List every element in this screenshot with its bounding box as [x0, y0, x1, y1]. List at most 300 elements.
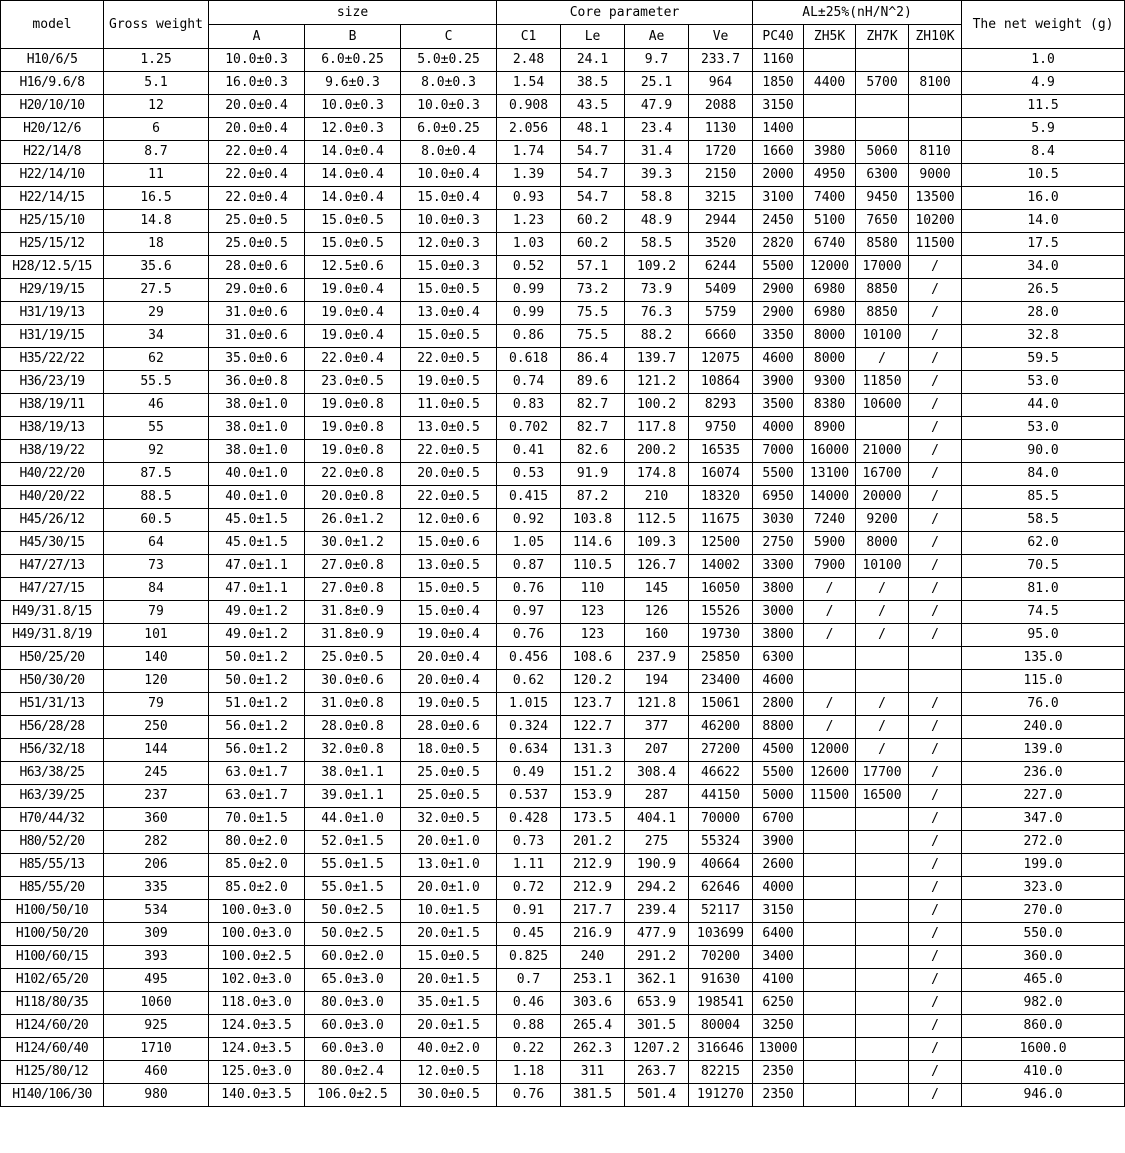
- cell-ae: 308.4: [625, 762, 689, 785]
- cell-size-a: 10.0±0.3: [209, 49, 305, 72]
- cell-c1: 0.702: [497, 417, 561, 440]
- cell-model: H50/30/20: [1, 670, 104, 693]
- cell-ve: 11675: [689, 509, 753, 532]
- cell-size-c: 20.0±1.5: [401, 923, 497, 946]
- cell-gross-weight: 140: [104, 647, 209, 670]
- cell-le: 201.2: [561, 831, 625, 854]
- cell-c1: 0.908: [497, 95, 561, 118]
- cell-size-a: 45.0±1.5: [209, 532, 305, 555]
- cell-zh5k: 12600: [804, 762, 856, 785]
- cell-size-b: 28.0±0.8: [305, 716, 401, 739]
- cell-zh5k: 8380: [804, 394, 856, 417]
- cell-model: H22/14/15: [1, 187, 104, 210]
- cell-ae: 48.9: [625, 210, 689, 233]
- cell-net-weight: 236.0: [962, 762, 1125, 785]
- cell-ve: 55324: [689, 831, 753, 854]
- cell-size-b: 14.0±0.4: [305, 164, 401, 187]
- cell-ve: 62646: [689, 877, 753, 900]
- cell-size-a: 125.0±3.0: [209, 1061, 305, 1084]
- cell-ae: 275: [625, 831, 689, 854]
- table-row: [1, 72, 1125, 95]
- cell-ae: 100.2: [625, 394, 689, 417]
- cell-zh10k: /: [909, 532, 962, 555]
- cell-zh10k: /: [909, 302, 962, 325]
- cell-zh5k: [804, 1038, 856, 1061]
- cell-model: H38/19/13: [1, 417, 104, 440]
- header-pc40: PC40: [753, 25, 804, 49]
- cell-ve: 1720: [689, 141, 753, 164]
- cell-pc40: 3150: [753, 95, 804, 118]
- cell-zh5k: 12000: [804, 256, 856, 279]
- cell-gross-weight: 101: [104, 624, 209, 647]
- cell-gross-weight: 34: [104, 325, 209, 348]
- cell-c1: 0.74: [497, 371, 561, 394]
- cell-zh10k: /: [909, 762, 962, 785]
- table-row: [1, 371, 1125, 394]
- cell-le: 212.9: [561, 877, 625, 900]
- cell-pc40: 8800: [753, 716, 804, 739]
- cell-c1: 0.76: [497, 1084, 561, 1107]
- cell-size-b: 55.0±1.5: [305, 877, 401, 900]
- cell-ve: 15061: [689, 693, 753, 716]
- cell-size-c: 25.0±0.5: [401, 762, 497, 785]
- cell-net-weight: 59.5: [962, 348, 1125, 371]
- cell-zh7k: [856, 831, 909, 854]
- cell-zh5k: 5100: [804, 210, 856, 233]
- cell-ae: 160: [625, 624, 689, 647]
- cell-zh10k: /: [909, 578, 962, 601]
- cell-zh5k: 6980: [804, 302, 856, 325]
- cell-net-weight: 1.0: [962, 49, 1125, 72]
- cell-zh7k: /: [856, 578, 909, 601]
- cell-size-c: 25.0±0.5: [401, 785, 497, 808]
- header-b: B: [305, 25, 401, 49]
- cell-zh5k: /: [804, 624, 856, 647]
- cell-size-c: 15.0±0.5: [401, 578, 497, 601]
- cell-pc40: 1400: [753, 118, 804, 141]
- cell-ae: 47.9: [625, 95, 689, 118]
- cell-size-c: 15.0±0.3: [401, 256, 497, 279]
- cell-model: H124/60/20: [1, 1015, 104, 1038]
- cell-zh5k: [804, 1084, 856, 1107]
- cell-zh5k: /: [804, 578, 856, 601]
- cell-zh10k: /: [909, 463, 962, 486]
- cell-size-c: 18.0±0.5: [401, 739, 497, 762]
- cell-ae: 287: [625, 785, 689, 808]
- cell-size-a: 22.0±0.4: [209, 187, 305, 210]
- cell-ae: 121.2: [625, 371, 689, 394]
- cell-zh5k: 6980: [804, 279, 856, 302]
- cell-ae: 501.4: [625, 1084, 689, 1107]
- cell-zh5k: [804, 900, 856, 923]
- cell-size-a: 35.0±0.6: [209, 348, 305, 371]
- table-row: [1, 555, 1125, 578]
- cell-zh7k: [856, 992, 909, 1015]
- cell-le: 131.3: [561, 739, 625, 762]
- table-row: [1, 647, 1125, 670]
- cell-ve: 233.7: [689, 49, 753, 72]
- table-row: [1, 578, 1125, 601]
- table-row: [1, 900, 1125, 923]
- cell-le: 381.5: [561, 1084, 625, 1107]
- cell-ae: 239.4: [625, 900, 689, 923]
- cell-pc40: 4600: [753, 348, 804, 371]
- cell-ve: 46622: [689, 762, 753, 785]
- cell-size-a: 31.0±0.6: [209, 325, 305, 348]
- cell-size-a: 100.0±2.5: [209, 946, 305, 969]
- cell-model: H38/19/22: [1, 440, 104, 463]
- cell-ae: 145: [625, 578, 689, 601]
- cell-net-weight: 4.9: [962, 72, 1125, 95]
- cell-size-a: 100.0±3.0: [209, 923, 305, 946]
- cell-c1: 1.39: [497, 164, 561, 187]
- cell-gross-weight: 35.6: [104, 256, 209, 279]
- cell-net-weight: 272.0: [962, 831, 1125, 854]
- cell-le: 43.5: [561, 95, 625, 118]
- cell-c1: 1.11: [497, 854, 561, 877]
- cell-zh7k: [856, 49, 909, 72]
- cell-ve: 23400: [689, 670, 753, 693]
- cell-gross-weight: 79: [104, 693, 209, 716]
- cell-zh10k: 8110: [909, 141, 962, 164]
- cell-le: 262.3: [561, 1038, 625, 1061]
- cell-net-weight: 982.0: [962, 992, 1125, 1015]
- cell-size-b: 60.0±3.0: [305, 1015, 401, 1038]
- cell-model: H28/12.5/15: [1, 256, 104, 279]
- cell-size-a: 20.0±0.4: [209, 95, 305, 118]
- cell-ve: 19730: [689, 624, 753, 647]
- cell-net-weight: 26.5: [962, 279, 1125, 302]
- cell-net-weight: 84.0: [962, 463, 1125, 486]
- cell-zh5k: /: [804, 716, 856, 739]
- cell-gross-weight: 62: [104, 348, 209, 371]
- cell-size-b: 50.0±2.5: [305, 923, 401, 946]
- table-row: [1, 486, 1125, 509]
- cell-ae: 88.2: [625, 325, 689, 348]
- table-row: [1, 325, 1125, 348]
- cell-zh5k: 16000: [804, 440, 856, 463]
- table-row: [1, 118, 1125, 141]
- cell-ae: 653.9: [625, 992, 689, 1015]
- cell-size-c: 22.0±0.5: [401, 440, 497, 463]
- cell-model: H29/19/15: [1, 279, 104, 302]
- cell-size-c: 15.0±0.5: [401, 279, 497, 302]
- cell-model: H140/106/30: [1, 1084, 104, 1107]
- cell-gross-weight: 27.5: [104, 279, 209, 302]
- cell-ve: 316646: [689, 1038, 753, 1061]
- cell-zh10k: /: [909, 716, 962, 739]
- cell-size-c: 20.0±1.0: [401, 877, 497, 900]
- cell-zh5k: 5900: [804, 532, 856, 555]
- cell-size-c: 12.0±0.3: [401, 233, 497, 256]
- cell-size-b: 30.0±1.2: [305, 532, 401, 555]
- cell-zh10k: [909, 95, 962, 118]
- cell-pc40: 6400: [753, 923, 804, 946]
- cell-zh5k: [804, 923, 856, 946]
- cell-zh5k: [804, 969, 856, 992]
- cell-ve: 2944: [689, 210, 753, 233]
- cell-size-c: 6.0±0.25: [401, 118, 497, 141]
- table-row: [1, 233, 1125, 256]
- cell-size-a: 85.0±2.0: [209, 877, 305, 900]
- header-zh7k: ZH7K: [856, 25, 909, 49]
- cell-zh7k: 16700: [856, 463, 909, 486]
- cell-zh5k: 4950: [804, 164, 856, 187]
- cell-size-c: 12.0±0.6: [401, 509, 497, 532]
- cell-size-a: 63.0±1.7: [209, 762, 305, 785]
- cell-ae: 263.7: [625, 1061, 689, 1084]
- cell-size-b: 30.0±0.6: [305, 670, 401, 693]
- cell-zh10k: [909, 118, 962, 141]
- table-row: [1, 601, 1125, 624]
- cell-net-weight: 5.9: [962, 118, 1125, 141]
- cell-le: 114.6: [561, 532, 625, 555]
- cell-zh7k: 10100: [856, 555, 909, 578]
- table-row: [1, 509, 1125, 532]
- cell-ve: 3215: [689, 187, 753, 210]
- cell-ae: 291.2: [625, 946, 689, 969]
- cell-size-a: 56.0±1.2: [209, 716, 305, 739]
- cell-ve: 103699: [689, 923, 753, 946]
- table-row: [1, 785, 1125, 808]
- cell-le: 91.9: [561, 463, 625, 486]
- cell-size-b: 23.0±0.5: [305, 371, 401, 394]
- cell-net-weight: 8.4: [962, 141, 1125, 164]
- cell-size-c: 15.0±0.4: [401, 187, 497, 210]
- cell-c1: 0.88: [497, 1015, 561, 1038]
- cell-zh10k: /: [909, 831, 962, 854]
- cell-size-c: 30.0±0.5: [401, 1084, 497, 1107]
- cell-size-c: 20.0±1.5: [401, 1015, 497, 1038]
- cell-c1: 0.456: [497, 647, 561, 670]
- cell-c1: 0.324: [497, 716, 561, 739]
- cell-size-b: 80.0±2.4: [305, 1061, 401, 1084]
- cell-net-weight: 10.5: [962, 164, 1125, 187]
- cell-c1: 0.537: [497, 785, 561, 808]
- cell-zh5k: 8000: [804, 348, 856, 371]
- cell-zh10k: /: [909, 1015, 962, 1038]
- cell-size-b: 39.0±1.1: [305, 785, 401, 808]
- cell-zh10k: /: [909, 992, 962, 1015]
- cell-size-b: 80.0±3.0: [305, 992, 401, 1015]
- cell-ve: 14002: [689, 555, 753, 578]
- cell-net-weight: 360.0: [962, 946, 1125, 969]
- cell-model: H45/26/12: [1, 509, 104, 532]
- cell-zh7k: 10100: [856, 325, 909, 348]
- table-body: [1, 49, 1125, 1107]
- cell-zh7k: 8580: [856, 233, 909, 256]
- cell-ae: 207: [625, 739, 689, 762]
- cell-model: H102/65/20: [1, 969, 104, 992]
- cell-size-c: 15.0±0.5: [401, 946, 497, 969]
- cell-model: H20/12/6: [1, 118, 104, 141]
- cell-model: H70/44/32: [1, 808, 104, 831]
- cell-zh10k: /: [909, 854, 962, 877]
- cell-c1: 2.056: [497, 118, 561, 141]
- cell-size-b: 27.0±0.8: [305, 555, 401, 578]
- cell-zh10k: /: [909, 900, 962, 923]
- table-row: [1, 210, 1125, 233]
- cell-gross-weight: 5.1: [104, 72, 209, 95]
- cell-le: 108.6: [561, 647, 625, 670]
- cell-gross-weight: 460: [104, 1061, 209, 1084]
- cell-zh7k: 10600: [856, 394, 909, 417]
- cell-zh7k: [856, 95, 909, 118]
- cell-pc40: 3800: [753, 624, 804, 647]
- table-row: [1, 1038, 1125, 1061]
- cell-pc40: 3300: [753, 555, 804, 578]
- cell-le: 82.7: [561, 417, 625, 440]
- cell-zh10k: 11500: [909, 233, 962, 256]
- table-row: [1, 1015, 1125, 1038]
- cell-zh7k: [856, 670, 909, 693]
- cell-size-c: 10.0±1.5: [401, 900, 497, 923]
- cell-size-a: 70.0±1.5: [209, 808, 305, 831]
- cell-size-b: 32.0±0.8: [305, 739, 401, 762]
- cell-c1: 2.48: [497, 49, 561, 72]
- cell-size-c: 19.0±0.5: [401, 693, 497, 716]
- cell-zh7k: /: [856, 739, 909, 762]
- cell-c1: 0.99: [497, 302, 561, 325]
- cell-net-weight: 53.0: [962, 417, 1125, 440]
- cell-zh5k: 14000: [804, 486, 856, 509]
- cell-zh7k: [856, 854, 909, 877]
- cell-size-c: 13.0±0.5: [401, 417, 497, 440]
- cell-zh10k: /: [909, 348, 962, 371]
- cell-model: H100/50/20: [1, 923, 104, 946]
- cell-net-weight: 34.0: [962, 256, 1125, 279]
- cell-model: H25/15/12: [1, 233, 104, 256]
- table-row: [1, 440, 1125, 463]
- cell-size-a: 38.0±1.0: [209, 440, 305, 463]
- cell-net-weight: 139.0: [962, 739, 1125, 762]
- cell-zh5k: [804, 49, 856, 72]
- cell-model: H63/38/25: [1, 762, 104, 785]
- cell-zh5k: 13100: [804, 463, 856, 486]
- cell-zh7k: 11850: [856, 371, 909, 394]
- cell-zh10k: [909, 670, 962, 693]
- cell-size-a: 49.0±1.2: [209, 624, 305, 647]
- header-le: Le: [561, 25, 625, 49]
- cell-zh10k: /: [909, 555, 962, 578]
- table-row: [1, 762, 1125, 785]
- cell-size-b: 14.0±0.4: [305, 187, 401, 210]
- cell-zh10k: [909, 49, 962, 72]
- cell-size-a: 45.0±1.5: [209, 509, 305, 532]
- cell-zh5k: [804, 808, 856, 831]
- cell-gross-weight: 120: [104, 670, 209, 693]
- cell-pc40: 2750: [753, 532, 804, 555]
- cell-ae: 23.4: [625, 118, 689, 141]
- cell-le: 38.5: [561, 72, 625, 95]
- cell-c1: 0.45: [497, 923, 561, 946]
- cell-c1: 0.76: [497, 624, 561, 647]
- cell-zh5k: 7240: [804, 509, 856, 532]
- cell-gross-weight: 980: [104, 1084, 209, 1107]
- cell-size-a: 50.0±1.2: [209, 647, 305, 670]
- cell-ae: 109.3: [625, 532, 689, 555]
- cell-ve: 6244: [689, 256, 753, 279]
- cell-pc40: 1160: [753, 49, 804, 72]
- cell-gross-weight: 73: [104, 555, 209, 578]
- cell-size-a: 36.0±0.8: [209, 371, 305, 394]
- cell-pc40: 6950: [753, 486, 804, 509]
- cell-zh5k: [804, 670, 856, 693]
- cell-ve: 82215: [689, 1061, 753, 1084]
- cell-zh10k: /: [909, 394, 962, 417]
- cell-size-c: 20.0±0.5: [401, 463, 497, 486]
- cell-gross-weight: 60.5: [104, 509, 209, 532]
- cell-size-b: 12.0±0.3: [305, 118, 401, 141]
- cell-c1: 0.86: [497, 325, 561, 348]
- cell-model: H40/20/22: [1, 486, 104, 509]
- cell-size-b: 22.0±0.4: [305, 348, 401, 371]
- cell-ve: 25850: [689, 647, 753, 670]
- header-model: model: [1, 1, 104, 49]
- header-zh10k: ZH10K: [909, 25, 962, 49]
- cell-c1: 1.74: [497, 141, 561, 164]
- cell-le: 60.2: [561, 233, 625, 256]
- cell-size-c: 15.0±0.4: [401, 601, 497, 624]
- cell-zh10k: /: [909, 877, 962, 900]
- cell-size-b: 22.0±0.8: [305, 463, 401, 486]
- cell-ve: 2150: [689, 164, 753, 187]
- table-row: [1, 1084, 1125, 1107]
- cell-model: H80/52/20: [1, 831, 104, 854]
- cell-ae: 477.9: [625, 923, 689, 946]
- cell-le: 153.9: [561, 785, 625, 808]
- cell-zh7k: 8000: [856, 532, 909, 555]
- cell-gross-weight: 79: [104, 601, 209, 624]
- cell-gross-weight: 92: [104, 440, 209, 463]
- cell-ve: 70200: [689, 946, 753, 969]
- cell-c1: 0.415: [497, 486, 561, 509]
- cell-zh10k: /: [909, 1061, 962, 1084]
- cell-size-a: 38.0±1.0: [209, 394, 305, 417]
- cell-c1: 1.015: [497, 693, 561, 716]
- table-row: [1, 256, 1125, 279]
- cell-ve: 5759: [689, 302, 753, 325]
- table-row: [1, 670, 1125, 693]
- cell-pc40: 2350: [753, 1084, 804, 1107]
- cell-zh7k: [856, 969, 909, 992]
- header-ve: Ve: [689, 25, 753, 49]
- cell-pc40: 2900: [753, 302, 804, 325]
- cell-size-c: 20.0±0.4: [401, 670, 497, 693]
- cell-le: 265.4: [561, 1015, 625, 1038]
- cell-ve: 8293: [689, 394, 753, 417]
- cell-gross-weight: 245: [104, 762, 209, 785]
- cell-size-a: 31.0±0.6: [209, 302, 305, 325]
- cell-net-weight: 115.0: [962, 670, 1125, 693]
- cell-size-a: 124.0±3.5: [209, 1015, 305, 1038]
- cell-net-weight: 95.0: [962, 624, 1125, 647]
- cell-zh7k: [856, 923, 909, 946]
- cell-size-b: 14.0±0.4: [305, 141, 401, 164]
- cell-ve: 12500: [689, 532, 753, 555]
- table-row: [1, 808, 1125, 831]
- table-row: [1, 187, 1125, 210]
- cell-zh10k: /: [909, 325, 962, 348]
- cell-size-a: 40.0±1.0: [209, 486, 305, 509]
- cell-zh10k: /: [909, 371, 962, 394]
- cell-zh7k: [856, 1084, 909, 1107]
- cell-pc40: 13000: [753, 1038, 804, 1061]
- cell-size-a: 25.0±0.5: [209, 210, 305, 233]
- cell-ae: 174.8: [625, 463, 689, 486]
- cell-model: H31/19/13: [1, 302, 104, 325]
- cell-ae: 294.2: [625, 877, 689, 900]
